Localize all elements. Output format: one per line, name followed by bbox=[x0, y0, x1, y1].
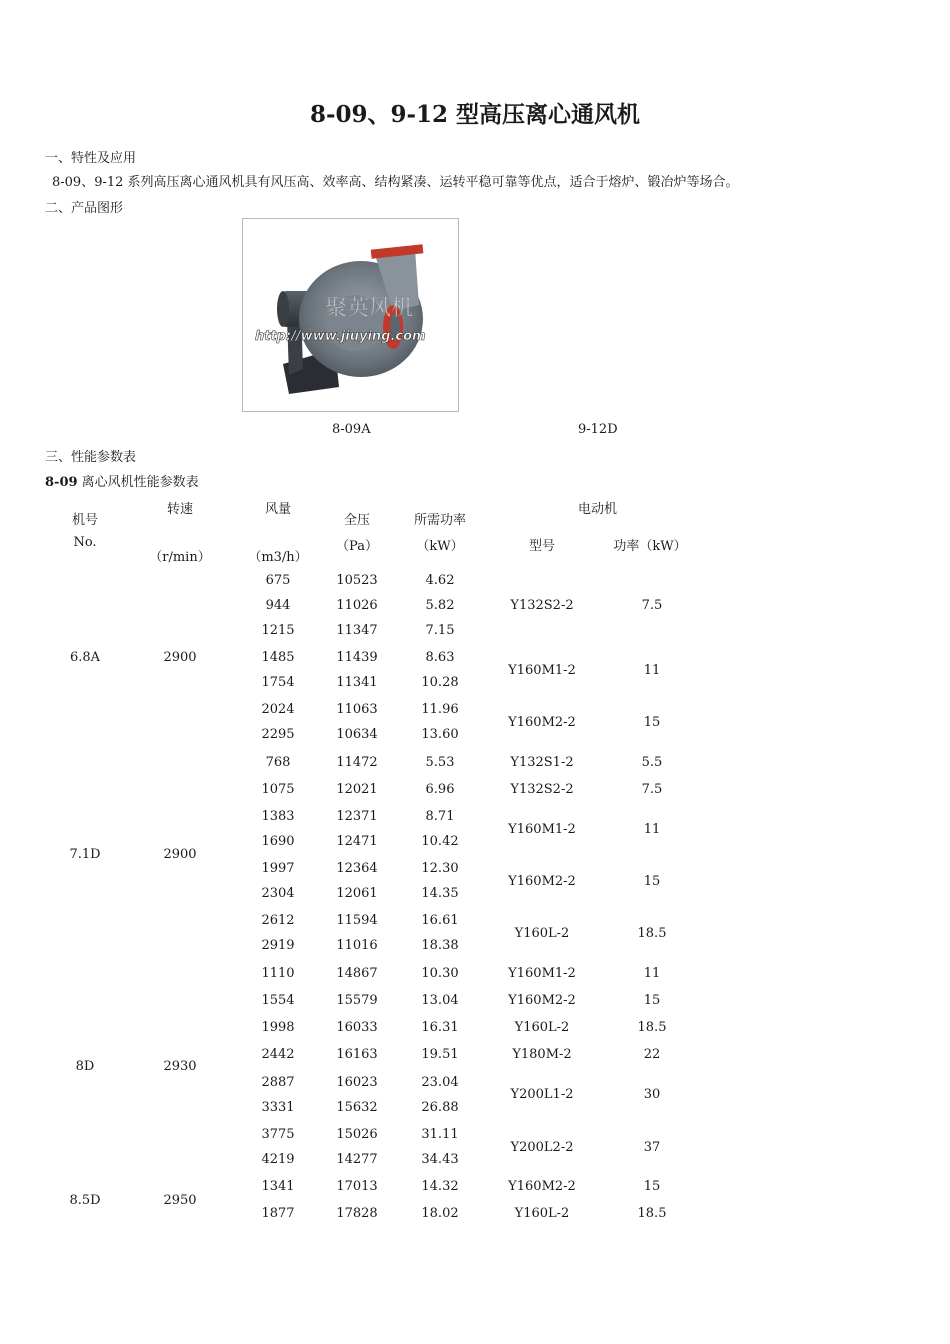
cell-machine-no: 7.1D bbox=[69, 847, 101, 862]
cell-speed: 2950 bbox=[163, 1193, 197, 1208]
cell-flow: 1998 bbox=[261, 1020, 295, 1035]
cell-power: 23.04 bbox=[421, 1075, 459, 1090]
cell-pressure: 14867 bbox=[336, 966, 378, 981]
section-heading-product-image: 二、产品图形 bbox=[45, 201, 124, 216]
cell-pressure: 10634 bbox=[336, 727, 378, 742]
cell-speed: 2900 bbox=[163, 847, 197, 862]
header-machine-no-en: No. bbox=[73, 535, 97, 550]
cell-pressure: 12061 bbox=[336, 886, 378, 901]
cell-flow: 675 bbox=[265, 573, 291, 588]
cell-motor-kw: 18.5 bbox=[637, 926, 667, 941]
cell-pressure: 17013 bbox=[336, 1179, 378, 1194]
cell-motor-kw: 15 bbox=[643, 1179, 661, 1194]
cell-flow: 1075 bbox=[261, 782, 295, 797]
cell-motor-kw: 5.5 bbox=[641, 755, 663, 770]
cell-pressure: 11016 bbox=[336, 938, 378, 953]
cell-motor-kw: 11 bbox=[643, 663, 661, 678]
cell-flow: 1215 bbox=[261, 623, 295, 638]
cell-flow: 768 bbox=[265, 755, 291, 770]
cell-pressure: 16023 bbox=[336, 1075, 378, 1090]
cell-power: 5.53 bbox=[425, 755, 455, 770]
cell-motor-kw: 18.5 bbox=[637, 1020, 667, 1035]
cell-speed: 2930 bbox=[163, 1059, 197, 1074]
cell-motor-model: Y160M2-2 bbox=[508, 1179, 576, 1194]
cell-flow: 1485 bbox=[261, 650, 295, 665]
cell-power: 34.43 bbox=[421, 1152, 459, 1167]
cell-pressure: 11341 bbox=[336, 675, 378, 690]
cell-flow: 2024 bbox=[261, 702, 295, 717]
table-title-text: 离心风机性能参数表 bbox=[77, 475, 199, 490]
cell-pressure: 10523 bbox=[336, 573, 378, 588]
cell-motor-kw: 11 bbox=[643, 966, 661, 981]
cell-flow: 2919 bbox=[261, 938, 295, 953]
cell-motor-kw: 15 bbox=[643, 874, 661, 889]
section-heading-performance: 三、性能参数表 bbox=[45, 450, 137, 465]
cell-flow: 1341 bbox=[261, 1179, 295, 1194]
cell-motor-kw: 7.5 bbox=[641, 782, 663, 797]
caption-9-12d: 9-12D bbox=[578, 422, 618, 437]
cell-flow: 2887 bbox=[261, 1075, 295, 1090]
cell-motor-model: Y200L1-2 bbox=[510, 1087, 574, 1102]
cell-power: 5.82 bbox=[425, 598, 455, 613]
cell-flow: 2612 bbox=[261, 913, 295, 928]
cell-power: 16.31 bbox=[421, 1020, 459, 1035]
cell-motor-model: Y160L-2 bbox=[514, 1206, 570, 1221]
cell-motor-kw: 15 bbox=[643, 715, 661, 730]
cell-pressure: 12021 bbox=[336, 782, 378, 797]
cell-power: 4.62 bbox=[425, 573, 455, 588]
photo-watermark-cn: 聚英风机 bbox=[325, 296, 414, 321]
page-title: 8-09、9-12 型高压离心通风机 bbox=[309, 101, 641, 128]
header-motor-model: 型号 bbox=[528, 539, 555, 554]
cell-power: 13.60 bbox=[421, 727, 459, 742]
cell-power: 7.15 bbox=[425, 623, 455, 638]
table-title-model: 8-09 bbox=[45, 475, 78, 490]
cell-flow: 944 bbox=[265, 598, 291, 613]
header-speed-unit: （r/min） bbox=[149, 550, 211, 565]
cell-motor-model: Y180M-2 bbox=[512, 1047, 572, 1062]
cell-flow: 1690 bbox=[261, 834, 295, 849]
header-motor: 电动机 bbox=[577, 502, 617, 517]
cell-motor-model: Y132S2-2 bbox=[510, 782, 574, 797]
header-speed: 转速 bbox=[166, 502, 193, 517]
cell-power: 12.30 bbox=[421, 861, 459, 876]
cell-power: 18.02 bbox=[421, 1206, 459, 1221]
header-power-required-unit: （kW） bbox=[416, 539, 464, 554]
cell-flow: 4219 bbox=[261, 1152, 295, 1167]
cell-motor-kw: 22 bbox=[643, 1047, 661, 1062]
cell-flow: 1754 bbox=[261, 675, 295, 690]
cell-motor-kw: 15 bbox=[643, 993, 661, 1008]
cell-pressure: 17828 bbox=[336, 1206, 378, 1221]
cell-machine-no: 8D bbox=[75, 1059, 95, 1074]
cell-pressure: 11347 bbox=[336, 623, 378, 638]
cell-motor-model: Y160M2-2 bbox=[508, 715, 576, 730]
cell-flow: 3775 bbox=[261, 1127, 295, 1142]
table-title bbox=[45, 471, 199, 490]
cell-flow: 2442 bbox=[261, 1047, 295, 1062]
cell-power: 6.96 bbox=[425, 782, 455, 797]
cell-motor-kw: 7.5 bbox=[641, 598, 663, 613]
cell-motor-kw: 18.5 bbox=[637, 1206, 667, 1221]
header-pressure-unit: （Pa） bbox=[336, 539, 378, 554]
cell-pressure: 11439 bbox=[336, 650, 378, 665]
features-paragraph: 8-09、9-12 系列高压离心通风机具有风压高、效率高、结构紧凑、运转平稳可靠等优点，适合于熔炉、锻冶炉等场合。 bbox=[52, 175, 739, 190]
cell-power: 18.38 bbox=[421, 938, 459, 953]
fan-photo-illustration bbox=[243, 219, 458, 411]
header-power-required: 所需功率 bbox=[413, 513, 466, 528]
cell-motor-model: Y160M2-2 bbox=[508, 993, 576, 1008]
cell-motor-model: Y132S2-2 bbox=[510, 598, 574, 613]
cell-flow: 1997 bbox=[261, 861, 295, 876]
cell-flow: 1877 bbox=[261, 1206, 295, 1221]
photo-watermark-url: http://www.jiuying.com bbox=[255, 329, 426, 344]
cell-motor-model: Y160M1-2 bbox=[508, 822, 576, 837]
cell-power: 16.61 bbox=[421, 913, 459, 928]
cell-pressure: 14277 bbox=[336, 1152, 378, 1167]
header-motor-power: 功率（kW） bbox=[613, 539, 687, 554]
cell-motor-model: Y160L-2 bbox=[514, 926, 570, 941]
cell-power: 8.71 bbox=[425, 809, 455, 824]
cell-flow: 1554 bbox=[261, 993, 295, 1008]
section-heading-features: 一、特性及应用 bbox=[45, 151, 137, 166]
cell-motor-model: Y200L2-2 bbox=[510, 1140, 574, 1155]
cell-power: 13.04 bbox=[421, 993, 459, 1008]
cell-power: 19.51 bbox=[421, 1047, 459, 1062]
cell-pressure: 11472 bbox=[336, 755, 378, 770]
cell-power: 8.63 bbox=[425, 650, 455, 665]
cell-pressure: 16033 bbox=[336, 1020, 378, 1035]
header-machine-no: 机号 bbox=[71, 513, 98, 528]
cell-pressure: 16163 bbox=[336, 1047, 378, 1062]
cell-motor-kw: 30 bbox=[643, 1087, 661, 1102]
cell-power: 31.11 bbox=[421, 1127, 459, 1142]
cell-pressure: 11063 bbox=[336, 702, 378, 717]
cell-pressure: 12371 bbox=[336, 809, 378, 824]
cell-power: 10.42 bbox=[421, 834, 459, 849]
cell-flow: 2295 bbox=[261, 727, 295, 742]
product-photo-frame bbox=[242, 218, 459, 412]
cell-motor-kw: 11 bbox=[643, 822, 661, 837]
cell-flow: 1383 bbox=[261, 809, 295, 824]
cell-flow: 3331 bbox=[261, 1100, 295, 1115]
cell-pressure: 15026 bbox=[336, 1127, 378, 1142]
cell-motor-kw: 37 bbox=[643, 1140, 661, 1155]
cell-pressure: 15579 bbox=[336, 993, 378, 1008]
cell-motor-model: Y160M1-2 bbox=[508, 966, 576, 981]
cell-motor-model: Y160L-2 bbox=[514, 1020, 570, 1035]
cell-pressure: 15632 bbox=[336, 1100, 378, 1115]
header-flow-unit: （m3/h） bbox=[248, 550, 308, 565]
cell-pressure: 11026 bbox=[336, 598, 378, 613]
cell-motor-model: Y132S1-2 bbox=[510, 755, 574, 770]
header-pressure: 全压 bbox=[343, 513, 370, 528]
cell-machine-no: 6.8A bbox=[69, 650, 101, 665]
cell-power: 14.32 bbox=[421, 1179, 459, 1194]
caption-8-09a: 8-09A bbox=[332, 422, 371, 437]
cell-machine-no: 8.5D bbox=[69, 1193, 101, 1208]
cell-pressure: 12364 bbox=[336, 861, 378, 876]
cell-speed: 2900 bbox=[163, 650, 197, 665]
cell-pressure: 12471 bbox=[336, 834, 378, 849]
cell-flow: 1110 bbox=[261, 966, 295, 981]
header-flow: 风量 bbox=[264, 502, 291, 517]
cell-pressure: 11594 bbox=[336, 913, 378, 928]
cell-power: 10.30 bbox=[421, 966, 459, 981]
cell-motor-model: Y160M2-2 bbox=[508, 874, 576, 889]
cell-flow: 2304 bbox=[261, 886, 295, 901]
cell-power: 10.28 bbox=[421, 675, 459, 690]
cell-power: 14.35 bbox=[421, 886, 459, 901]
cell-power: 26.88 bbox=[421, 1100, 459, 1115]
cell-motor-model: Y160M1-2 bbox=[508, 663, 576, 678]
cell-power: 11.96 bbox=[421, 702, 459, 717]
